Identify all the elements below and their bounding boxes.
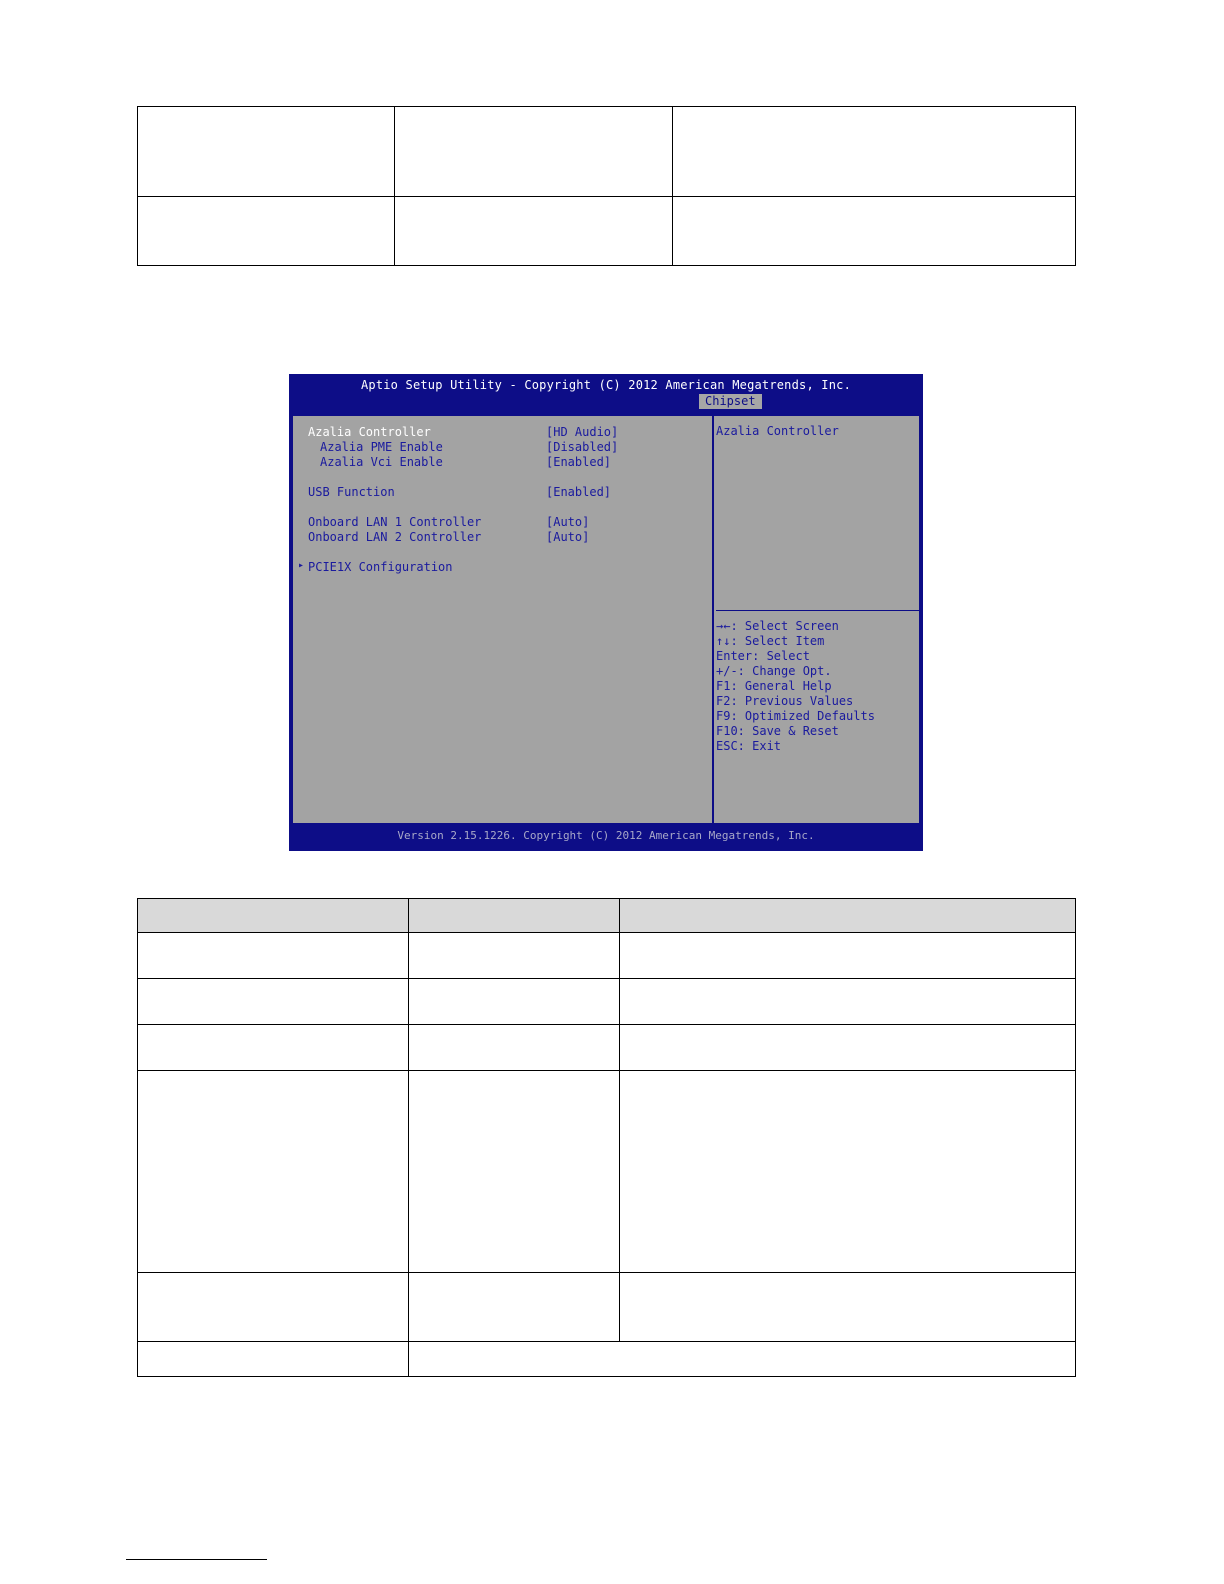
bios-body xyxy=(291,414,921,825)
key-hint: F10: Save & Reset xyxy=(716,724,839,738)
key-hint: F2: Previous Values xyxy=(716,694,854,708)
bios-settings-pane xyxy=(293,416,714,823)
setting-label: Azalia PME Enable xyxy=(320,440,443,454)
key-hint: +/-: Change Opt. xyxy=(716,664,832,678)
table-cell xyxy=(409,1273,620,1342)
table-cell xyxy=(138,1071,409,1273)
bios-footer: Version 2.15.1226. Copyright (C) 2012 American Megatrends, Inc. xyxy=(397,829,815,842)
table-cell xyxy=(409,979,620,1025)
key-hint: ↑↓: Select Item xyxy=(716,634,825,648)
help-divider xyxy=(716,610,919,611)
table-cell xyxy=(409,1025,620,1071)
setting-onboard-lan1[interactable] xyxy=(293,515,712,530)
table-cell xyxy=(138,1273,409,1342)
table-cell xyxy=(138,979,409,1025)
table-cell xyxy=(395,197,673,266)
submenu-pcie1x-configuration[interactable] xyxy=(293,560,712,575)
table-cell xyxy=(138,197,395,266)
footnote-rule xyxy=(126,1559,267,1560)
setting-azalia-vci-enable[interactable] xyxy=(293,455,712,470)
table-cell xyxy=(673,197,1076,266)
table-header-cell xyxy=(138,899,409,933)
table-cell xyxy=(409,933,620,979)
setting-value[interactable]: [Auto] xyxy=(546,515,590,529)
bios-help-pane xyxy=(714,416,919,823)
setting-azalia-controller[interactable] xyxy=(293,425,712,440)
bios-header-title: Aptio Setup Utility - Copyright (C) 2012 American Megatrends, Inc. xyxy=(360,378,852,392)
setting-value[interactable]: [HD Audio] xyxy=(546,425,619,439)
table-cell xyxy=(620,1025,1076,1071)
top-document-table xyxy=(137,106,1076,266)
table-cell xyxy=(620,933,1076,979)
table-cell xyxy=(138,107,395,197)
setting-label: Onboard LAN 1 Controller xyxy=(308,515,482,529)
setting-value[interactable]: [Enabled] xyxy=(546,485,612,499)
table-cell xyxy=(395,107,673,197)
setting-onboard-lan2[interactable] xyxy=(293,530,712,545)
key-hint: ESC: Exit xyxy=(716,739,782,753)
table-cell xyxy=(138,1342,409,1377)
key-hint: F9: Optimized Defaults xyxy=(716,709,875,723)
table-header-cell xyxy=(620,899,1076,933)
table-cell xyxy=(409,1342,1076,1377)
setting-label: Onboard LAN 2 Controller xyxy=(308,530,482,544)
key-hint: F1: General Help xyxy=(716,679,832,693)
bottom-document-table xyxy=(137,898,1076,1377)
setting-azalia-pme-enable[interactable] xyxy=(293,440,712,455)
submenu-label: PCIE1X Configuration xyxy=(308,560,453,574)
setting-label: Azalia Controller xyxy=(308,425,431,439)
submenu-arrow-icon: ▸ xyxy=(298,560,305,571)
table-cell xyxy=(673,107,1076,197)
bios-screenshot xyxy=(289,374,923,851)
key-hint: Enter: Select xyxy=(716,649,810,663)
table-cell xyxy=(138,933,409,979)
table-cell xyxy=(620,1273,1076,1342)
table-cell xyxy=(409,1071,620,1273)
table-header-cell xyxy=(409,899,620,933)
tab-chipset[interactable]: Chipset xyxy=(699,394,762,409)
table-cell xyxy=(138,1025,409,1071)
setting-label: USB Function xyxy=(308,485,395,499)
setting-value[interactable]: [Auto] xyxy=(546,530,590,544)
help-title: Azalia Controller xyxy=(716,424,839,438)
setting-label: Azalia Vci Enable xyxy=(320,455,443,469)
table-cell xyxy=(620,1071,1076,1273)
setting-value[interactable]: [Enabled] xyxy=(546,455,612,469)
key-legend xyxy=(716,619,875,754)
setting-usb-function[interactable] xyxy=(293,485,712,500)
setting-value[interactable]: [Disabled] xyxy=(546,440,619,454)
key-hint: →←: Select Screen xyxy=(716,619,839,633)
table-cell xyxy=(620,979,1076,1025)
